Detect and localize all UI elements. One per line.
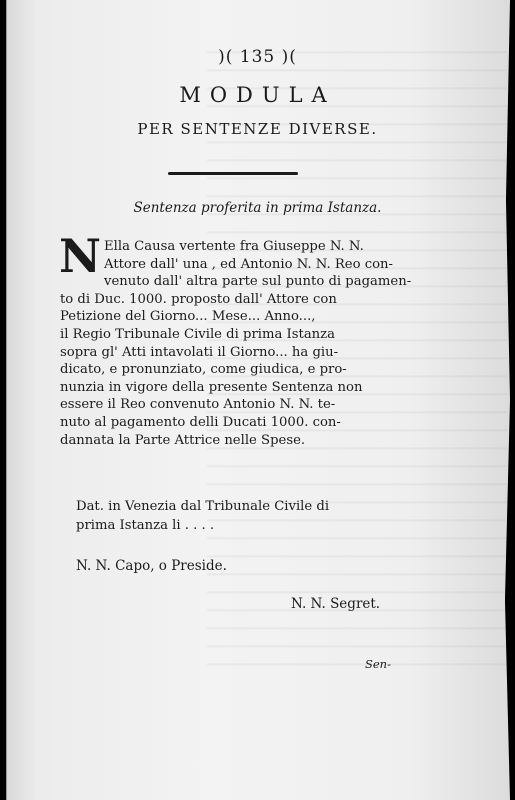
body-line: sopra gl' Atti intavolati il Giorno... ha giu- — [60, 344, 339, 360]
dated-line: prima Istanza li . . . . — [76, 518, 215, 533]
body-line: dannata la Parte Attrice nelle Spese. — [60, 432, 306, 448]
dated-clause — [76, 497, 329, 535]
signature-capo: N. N. Capo, o Preside. — [76, 558, 227, 574]
body-line: Petizione del Giorno... Mese... Anno..., — [60, 309, 316, 325]
body-line: il Regio Tribunale Civile di prima Istanza — [60, 326, 335, 342]
page-title: MODULA — [179, 83, 336, 107]
body-line: nunzia in vigore della presente Sentenza non — [60, 379, 363, 395]
section-heading: Sentenza proferita in prima Istanza. — [133, 200, 382, 216]
body-line: nuto al pagamento delli Ducati 1000. con- — [60, 414, 341, 430]
catchword: Sen- — [365, 657, 391, 671]
body-text — [59, 229, 420, 449]
dated-line: Dat. in Venezia dal Tribunale Civile di — [76, 499, 330, 514]
body-line: dicato, e pronunziato, come giudica, e pro- — [60, 362, 347, 378]
signature-segretario: N. N. Segret. — [291, 596, 381, 612]
body-line: Ella Causa vertente fra Giuseppe N. N. — [104, 239, 364, 254]
body-line: venuto dall' altra parte sul punto di pagamen- — [104, 274, 412, 290]
body-line: to di Duc. 1000. proposto dall' Attore con — [60, 291, 337, 307]
drop-cap: N — [59, 229, 102, 283]
divider-rule — [168, 172, 298, 175]
body-line: Attore dall' una , ed Antonio N. N. Reo con- — [104, 256, 393, 272]
page-number: )( 135 )( — [218, 47, 297, 67]
body-line: essere il Reo convenuto Antonio N. N. te- — [60, 397, 336, 413]
page-subtitle: PER SENTENZE DIVERSE. — [137, 120, 378, 138]
